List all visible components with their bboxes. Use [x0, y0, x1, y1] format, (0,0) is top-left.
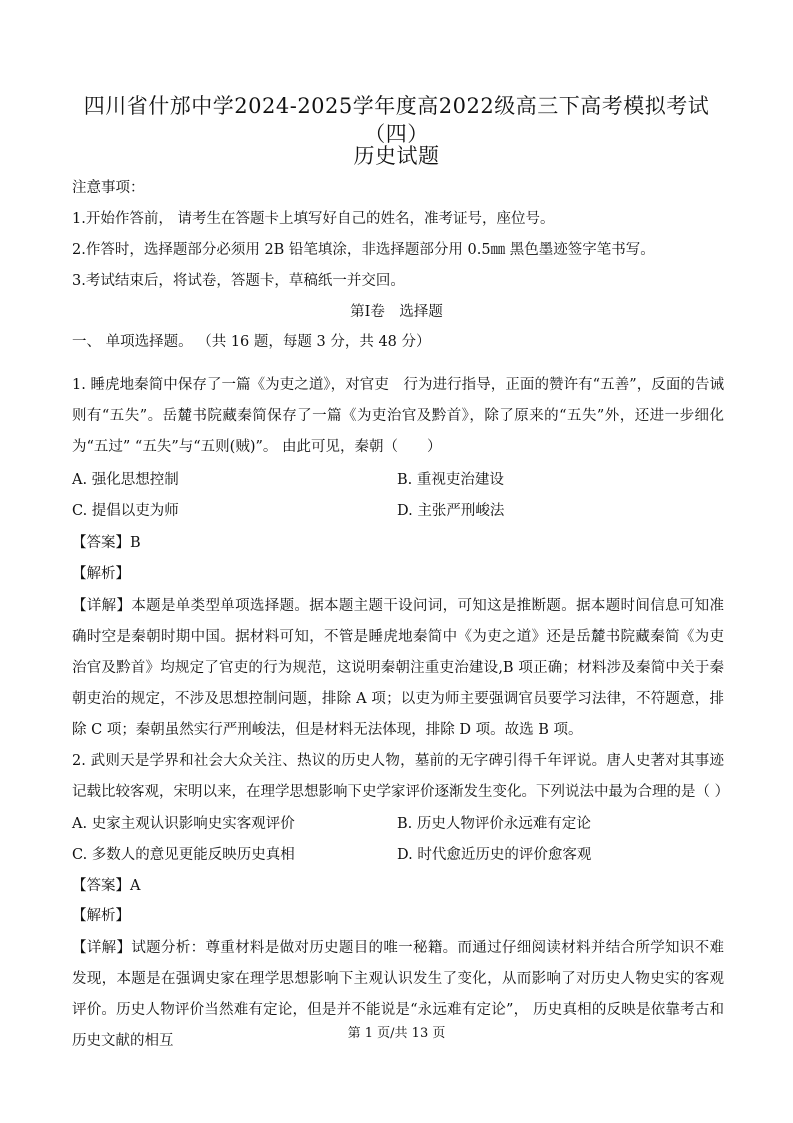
note-item: 2.作答时，选择题部分必须用 2B 铅笔填涂，非选择题部分用 0.5㎜ 黑色墨迹签字笔书写。 [72, 242, 655, 258]
question-1-option-a: A. 强化思想控制 [72, 472, 179, 488]
exam-title: 四川省什邡中学2024-2025学年度高2022级高三下高考模拟考试（四） [83, 94, 710, 146]
question-2-option-c: C. 多数人的意见更能反映历史真相 [72, 847, 295, 863]
detail-text: 试题分析：尊重材料是做对历史题目的唯一秘籍。而通过仔细阅读材料并结合所学知识不难发现，本题是在强调史家在理学思想影响下主观认识发生了变化，从而影响了对历史人物史实的客观评价。历史人物评价当然难有定论，但是并不能说是“永远难有定论”， 历史真相的反映是依靠考古和历史文献的相互 [72, 940, 725, 1049]
detail-text: 本题是单类型单项选择题。据本题主题干设问词，可知这是推断题。据本题时间信息可知准确时空是秦朝时期中国。据材料可知，不管是睡虎地秦简中《为吏之道》还是岳麓书院藏秦简《为吏治官及黔首》均规定了官吏的行为规范，这说明秦朝注重吏治建设,B 项正确；材料涉及秦简中关于秦朝吏治的规定，不涉及思想控制问题，排除 A 项；以吏为师主要强调官员要学习法律，不符题意，排除 C 项；秦朝虽然实行严刑峻法，但是材料无法体现，排除 D 项。故选 B 项。 [72, 598, 725, 738]
question-2-option-b: B. 历史人物评价永远难有定论 [397, 816, 591, 832]
answer-label: 【答案】 [72, 878, 130, 894]
answer-value: A [130, 878, 141, 894]
note-item: 1.开始作答前， 请考生在答题卡上填写好自己的姓名，准考证号，座位号。 [72, 211, 555, 227]
page-footer: 第 1 页/共 13 页 [347, 1026, 446, 1041]
detail-label: 【详解】 [72, 940, 132, 956]
question-1-answer [72, 533, 141, 553]
question-1-option-b: B. 重视吏治建设 [397, 472, 504, 488]
detail-label: 【详解】 [72, 598, 132, 614]
question-1-option-c: C. 提倡以吏为师 [72, 503, 179, 519]
question-1-option-d: D. 主张严刑峻法 [397, 503, 505, 519]
question-2-answer [72, 876, 140, 896]
note-item: 3.考试结束后，将试卷，答题卡，草稿纸一并交回。 [72, 273, 405, 289]
answer-value: B [130, 535, 141, 551]
question-1-analysis-label: 【解析】 [72, 566, 130, 582]
question-2-stem: 2. 武则天是学界和社会大众关注、热议的历史人物，墓前的无字碑引得千年评说。唐人史著对其事迹记载比较客观，宋明以来，在理学思想影响下史学家评价逐渐发生变化。下列说法中最为合理的是（ ） [72, 753, 730, 800]
question-2-analysis-label: 【解析】 [72, 908, 130, 924]
question-2-option-d: D. 时代愈近历史的评价愈客观 [397, 847, 592, 863]
part-heading: 一、 单项选择题。 （共 16 题，每题 3 分，共 48 分） [72, 334, 431, 350]
question-1-detail [72, 591, 724, 746]
question-2-option-a: A. 史家主观认识影响史实客观评价 [72, 816, 295, 832]
question-1-stem: 1. 睡虎地秦简中保存了一篇《为吏之道》，对官吏 行为进行指导，正面的赞许有“五善”，反面的告诫则有“五失”。岳麓书院藏秦简保存了一篇《为吏治官及黔首》，除了原来的“五失”外，还进一步细化为“五过” “五失”与“五则(贼)”。 由此可见，秦朝（ ） [72, 377, 724, 455]
answer-label: 【答案】 [72, 535, 130, 551]
notes-heading: 注意事项： [72, 180, 145, 196]
section-title: 第Ⅰ卷 选择题 [350, 304, 443, 320]
exam-subject: 历史试题 [353, 144, 440, 168]
